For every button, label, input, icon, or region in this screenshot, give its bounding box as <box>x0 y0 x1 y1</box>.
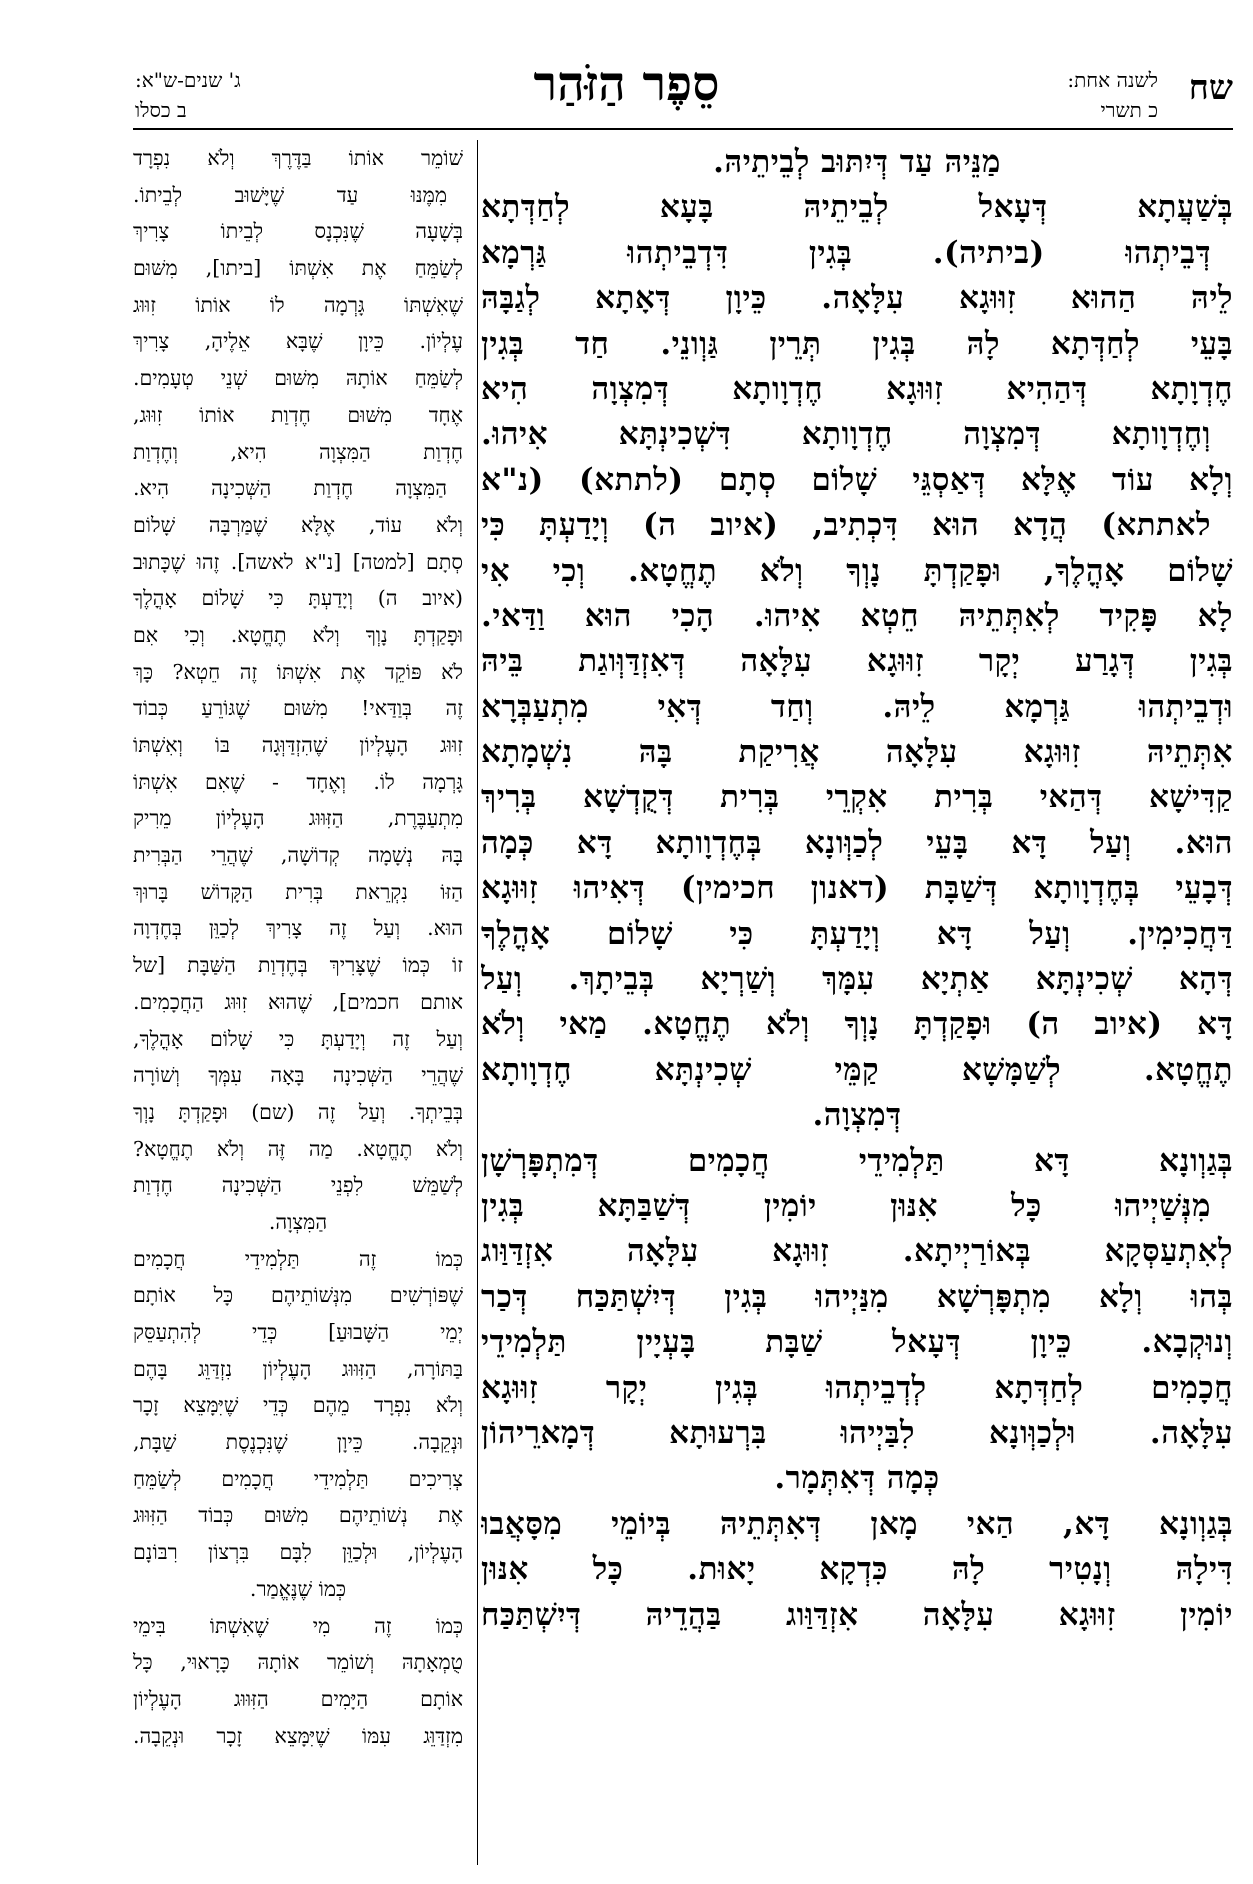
main-text-line: בְּהוּ וְלָא מִתְפָּרְשָׁא מִנַּיְיהוּ בְּגִין דְּיִשְׁתַּכַּח דְּכַר <box>481 1278 1233 1315</box>
translation-text-line: זוֹ כְּמוֹ שֶׁצָּרִיךְ בְּחֶדְוַת הַשַּׁבָּת [של <box>133 953 463 978</box>
translation-text-line: מִמֶּנּוּ עַד שֶׁיָּשׁוּב לְבֵיתוֹ. <box>133 182 447 207</box>
translation-text-line: שֶׁפּוֹרְשִׁים מִנְּשׁוֹתֵיהֶם כָּל אוֹתָם <box>133 1283 463 1308</box>
translation-text-line: שׁוֹמֵר אוֹתוֹ בַּדֶּרֶךְ וְלֹא נִפְרָד <box>133 146 463 170</box>
translation-text-line: בְּבֵיתְךָ. וְעַל זֶה (שם) וּפָקַדְתָּ נָוְךָ <box>133 1099 463 1124</box>
main-text-line: וּדְבֵיתְהוּ גַּרְמָא לֵיהּ. וְחַד דְּאִי מִתְעַבְּרָא <box>481 688 1233 725</box>
main-text-line: כְּמָה דְּאִתְּמָר. <box>774 1460 940 1497</box>
translation-text-line: זִוּוּג הָעֶלְיוֹן שֶׁהִזְדַּוְּגָה בּוֹ וְאִשְׁתּוֹ <box>133 733 463 757</box>
translation-text-line: וְלֹא נִפְרָד מֵהֶם כְּדֵי שֶׁיִּמָּצֵא זָכָר <box>133 1393 463 1418</box>
main-text-line: מַנֵּיהּ עַד דְּיִתּוּב לְבֵיתֵיהּ. <box>713 144 1001 180</box>
translation-text-line: (איוב ה) וְיָדַעְתָּ כִּי שָׁלוֹם אָהֳלֶךָ <box>133 586 463 611</box>
header-cycle-one-year: לשנה אחת: <box>1067 68 1158 92</box>
translation-text-line: בַּתּוֹרָה, הַזִּוּוּג הָעֶלְיוֹן נִזְדַּוֵּג בָּהֶם <box>133 1356 463 1381</box>
main-text-line: דִּילָהּ וְנָטִיר לָהּ כִּדְקָא יָאוּת. כָּל אִנּוּן <box>481 1551 1233 1588</box>
translation-text-line: וּפָקַדְתָּ נָוְךָ וְלֹא תֶחֱטָא. וְכִי אִם <box>133 622 463 647</box>
translation-text-line: זֶה בְּוַדַּאי! מִשּׁוּם שֶׁגּוֹרֵעַ כְּבוֹד <box>133 696 463 721</box>
translation-text-line: סְתָם [למטה] [נ"א לאשה]. זֶהוּ שֶׁכָּתוּב <box>133 549 463 574</box>
main-text-line: בְּשַׁעֲתָא דְּעָאל לְבֵיתֵיהּ בָּעָא לְחַדְּתָא <box>481 189 1233 226</box>
translation-text-line: מִתְעַבֶּרֶת, הַזִּוּוּג הָעֶלְיוֹן מֵרִיק <box>133 806 463 831</box>
translation-text-line: לְשַׂמֵּחַ אֶת אִשְׁתּוֹ [ביתו], מִשּׁוּם <box>133 256 463 281</box>
main-text-line: וְנוּקְבָא. כֵּיוָן דְּעָאל שַׁבָּת בָּעְיָין תַּלְמִידֵי <box>481 1324 1233 1361</box>
translation-text-line: בְּשָׁעָה שֶׁנִּכְנָס לְבֵיתוֹ צָרִיךְ <box>133 219 463 244</box>
main-text-line: חֲכָמִים לְחַדְּתָא לְדְבֵיתְהוּ בְּגִין יְקָר זִוּוּגָא <box>481 1369 1233 1406</box>
translation-text-line: חֶדְוַת הַמִּצְוָה הִיא, וְחֶדְוַת <box>133 439 463 464</box>
hebrew-translation-column <box>133 140 463 1865</box>
translation-text-line: שֶׁאִשְׁתּוֹ גָּרְמָה לוֹ אוֹתוֹ זִוּוּג <box>133 292 463 317</box>
main-text-line: לָא פָּקִיד לְאִתְּתֵיהּ חֵטְא אִיהוּ. הָכִי הוּא וַדַּאי. <box>481 597 1233 634</box>
header-divider <box>133 128 1233 130</box>
main-text-line: עִלָּאָה. וּלְכַוְּונָא לִבַּיְיהוּ בִּרְעוּתָא דְּמָארֵיהוֹן <box>481 1414 1233 1451</box>
translation-text-line: כְּמוֹ זֶה מִי שֶׁאִשְׁתּוֹ בִּימֵי <box>133 1613 463 1638</box>
main-text-line: דְּמִצְוָה. <box>812 1097 902 1134</box>
translation-text-line: טֻמְאָתָהּ וְשׁוֹמֵר אוֹתָהּ כָּרָאוּי, כָּל <box>133 1650 463 1675</box>
translation-text-line: גָּרְמָה לוֹ. וְאֶחָד - שֶׁאִם אִשְׁתּוֹ <box>133 769 463 794</box>
main-text-line: הוּא. וְעַל דָּא בָּעֵי לְכַוְּונָא בְּחֶדְוָותָא דָּא כְּמָה <box>481 824 1233 861</box>
main-text-line: וְלָא עוֹד אֶלָּא דְּאַסְגֵּי שָׁלוֹם סְתָם (לתתא) (נ"א <box>481 461 1233 498</box>
translation-text-line: הַמִּצְוָה. <box>268 1209 328 1234</box>
translation-text-line: וּנְקֵבָה. כֵּיוָן שֶׁנִּכְנֶסֶת שַׁבָּת, <box>133 1430 463 1455</box>
main-text-line: לְאִתְעַסְּקָא בְּאוֹרַיְיתָא. זִוּוּגָא עִלָּאָה אִזְדַּוַּוג <box>481 1233 1233 1270</box>
translation-text-line: כְּמוֹ שֶׁנֶּאֱמַר. <box>249 1576 347 1601</box>
translation-text-line: אותם חכמים], שֶׁהוּא זִוּוּג הַחֲכָמִים. <box>133 989 463 1014</box>
book-title: סֵפֶר הַזֹּהַר <box>533 56 720 112</box>
main-text-line: לֵיהּ הַהוּא זִוּוּגָא עִלָּאָה. כֵּיוָן דְּאָתָא לְגַבָּהּ <box>481 280 1233 317</box>
translation-text-line: וְלֹא עוֹד, אֶלָּא שֶׁמַּרְבָּה שָׁלוֹם <box>133 512 463 537</box>
translation-text-line: אֶחָד מִשּׁוּם חֶדְוַת אוֹתוֹ זִוּוּג, <box>133 402 463 427</box>
main-text-line: דְּבֵיתְהוּ (ביתיה). בְּגִין דִּדְבֵיתְהוּ גַּרְמָא <box>481 234 1211 271</box>
main-text-line: דַּחֲכִימִין. וְעַל דָּא וְיָדַעְתָּ כִּי שָׁלוֹם אָהֳלֶךָ <box>481 915 1233 952</box>
translation-text-line: הָעֶלְיוֹן, וּלְכַוֵּן לִבָּם בִּרְצוֹן רִבּוֹנָם <box>133 1540 463 1565</box>
translation-text-line: בָּהּ נְשָׁמָה קְדוֹשָׁה, שֶׁהֲרֵי הַבְּרִית <box>133 843 463 868</box>
aramaic-text-column <box>481 140 1233 1865</box>
header-cycle-three-years: ג' שנים-ש"א: <box>135 68 241 92</box>
translation-text-line: לְשַׁמֵּשׁ לִפְנֵי הַשְּׁכִינָה חֶדְוַת <box>133 1173 463 1198</box>
translation-text-line: לֹא פּוֹקֵד אֶת אִשְׁתּוֹ זֶה חֵטְא? כָּךְ <box>133 659 463 684</box>
translation-text-line: הַזּוֹ נִקְרֵאת בְּרִית הַקָּדוֹשׁ בָּרוּךְ <box>133 879 463 904</box>
translation-text-line: כְּמוֹ זֶה תַּלְמִידֵי חֲכָמִים <box>133 1246 463 1271</box>
column-divider <box>477 140 478 1865</box>
main-text-line: בְּגַוְונָא דָּא תַּלְמִידֵי חֲכָמִים דְּמִתְפָּרְשָׁן <box>481 1142 1233 1179</box>
header-date-one-year: כ תשרי <box>1100 98 1158 122</box>
translation-text-line: וְעַל זֶה וְיָדַעְתָּ כִּי שָׁלוֹם אָהֳלֶךָ, <box>133 1026 463 1051</box>
translation-text-line: עֶלְיוֹן. כֵּיוָן שֶׁבָּא אֵלֶיהָ, צָרִיךְ <box>133 329 463 354</box>
translation-text-line: שֶׁהֲרֵי הַשְּׁכִינָה בָּאָה עִמְּךָ וְשׁוֹרָה <box>133 1063 463 1088</box>
main-text-line: דָּא (איוב ה) וּפָקַדְתָּ נָוְךָ וְלֹא תֶחֱטָא. מַאי וְלֹא <box>481 1006 1233 1043</box>
translation-text-line: צְרִיכִים תַּלְמִידֵי חֲכָמִים לְשַׂמֵּחַ <box>133 1466 463 1491</box>
main-text-line: מִנְּשַׁיְיהוּ כָּל אִנּוּן יוֹמִין דְּשַׁבַּתָּא בְּגִין <box>481 1187 1211 1224</box>
main-text-line: שָׁלוֹם אָהֳלֶךָ, וּפָקַדְתָּ נָוְךָ וְלֹא תֶחֱטָא. וְכִי אִי <box>481 552 1233 589</box>
main-text-line: אִתְּתֵיהּ זִוּוּגָא עִלָּאָה אֲרִיקַת בָּהּ נִשְׁמָתָא <box>481 734 1233 771</box>
main-text-line: דְּהָא שְׁכִינְתָּא אַתְיָא עִמָּךְ וְשַׁרְיָא בְּבֵיתָךְ. וְעַל <box>481 961 1233 998</box>
main-text-line: בְּגַוְונָא דָּא, הַאי מָאן דְּאִתְּתֵיהּ בְּיוֹמֵי מִסָּאֲבוּ <box>481 1505 1233 1542</box>
translation-text-line: הוּא. וְעַל זֶה צָרִיךְ לְכַוֵּן בְּחֶדְוָה <box>133 916 463 941</box>
main-text-line: בְּגִין דְּגָרַע יְקָר זִוּוּגָא עִלָּאָה דְּאִזְדַּוְּוגַת בֵּיהּ <box>481 643 1233 680</box>
page-number: שח <box>1188 68 1233 108</box>
translation-text-line: יְמֵי הַשָּׁבוּעַ] כְּדֵי לְהִתְעַסֵּק <box>133 1320 463 1344</box>
translation-text-line: לְשַׂמֵּחַ אוֹתָהּ מִשּׁוּם שְׁנֵי טְעָמִים. <box>133 366 463 391</box>
main-text-line: דְּבָעֵי בְּחֶדְוָותָא דְּשַׁבָּת (דאנון חכימין) דְּאִיהוּ זִוּוּגָא <box>481 870 1233 907</box>
translation-text-line: אוֹתָם הַיָּמִים הַזִּוּוּג הָעֶלְיוֹן <box>133 1686 463 1711</box>
translation-text-line: הַמִּצְוָה חֶדְוַת הַשְּׁכִינָה הִיא. <box>133 476 447 501</box>
main-text-line: קַדִּישָׁא דְּהַאי בְּרִית אִקְרֵי בְּרִית דְּקֻדְשָׁא בְּרִיךְ <box>481 779 1233 816</box>
header-date-three-years: ב כסלו <box>135 98 187 122</box>
translation-text-line: מִזְדַּוֵּג עִמּוֹ שֶׁיִּמָּצֵא זָכָר וּנְקֵבָה. <box>133 1723 463 1748</box>
main-text-line: תֶחֱטָא. לְשַׁמָּשָׁא קַמֵּי שְׁכִינְתָּא חֶדְוָותָא <box>481 1051 1233 1088</box>
main-text-line: חֶדְוָתָא דְּהַהִיא זִוּוּגָא חֶדְוָותָא דְּמִצְוָה הִיא <box>481 370 1233 407</box>
translation-text-line: וְלֹא תֶחֱטָא. מַה זֶּה וְלֹא תֶחֱטָא? <box>133 1136 463 1161</box>
main-text-line: וְחֶדְוָותָא דְּמִצְוָה חֶדְוָותָא דִּשְׁכִינְתָּא אִיהוּ. <box>481 416 1211 453</box>
main-text-line: בָּעֵי לְחַדְּתָא לָהּ בְּגִין תְּרֵין גַּוְונֵי. חַד בְּגִין <box>481 325 1233 362</box>
main-text-line: לאתתא) הֲדָא הוּא דִּכְתִיב, (איוב ה) וְיָדַעְתָּ כִּי <box>481 507 1211 544</box>
main-text-line: יוֹמִין זִוּוּגָא עִלָּאָה אִזְדַּוַּוג בַּהֲדֵיהּ דְּיִשְׁתַּכַּח <box>481 1596 1233 1633</box>
translation-text-line: אֶת נְשׁוֹתֵיהֶם מִשּׁוּם כְּבוֹד הַזִּוּוּג <box>133 1503 463 1528</box>
